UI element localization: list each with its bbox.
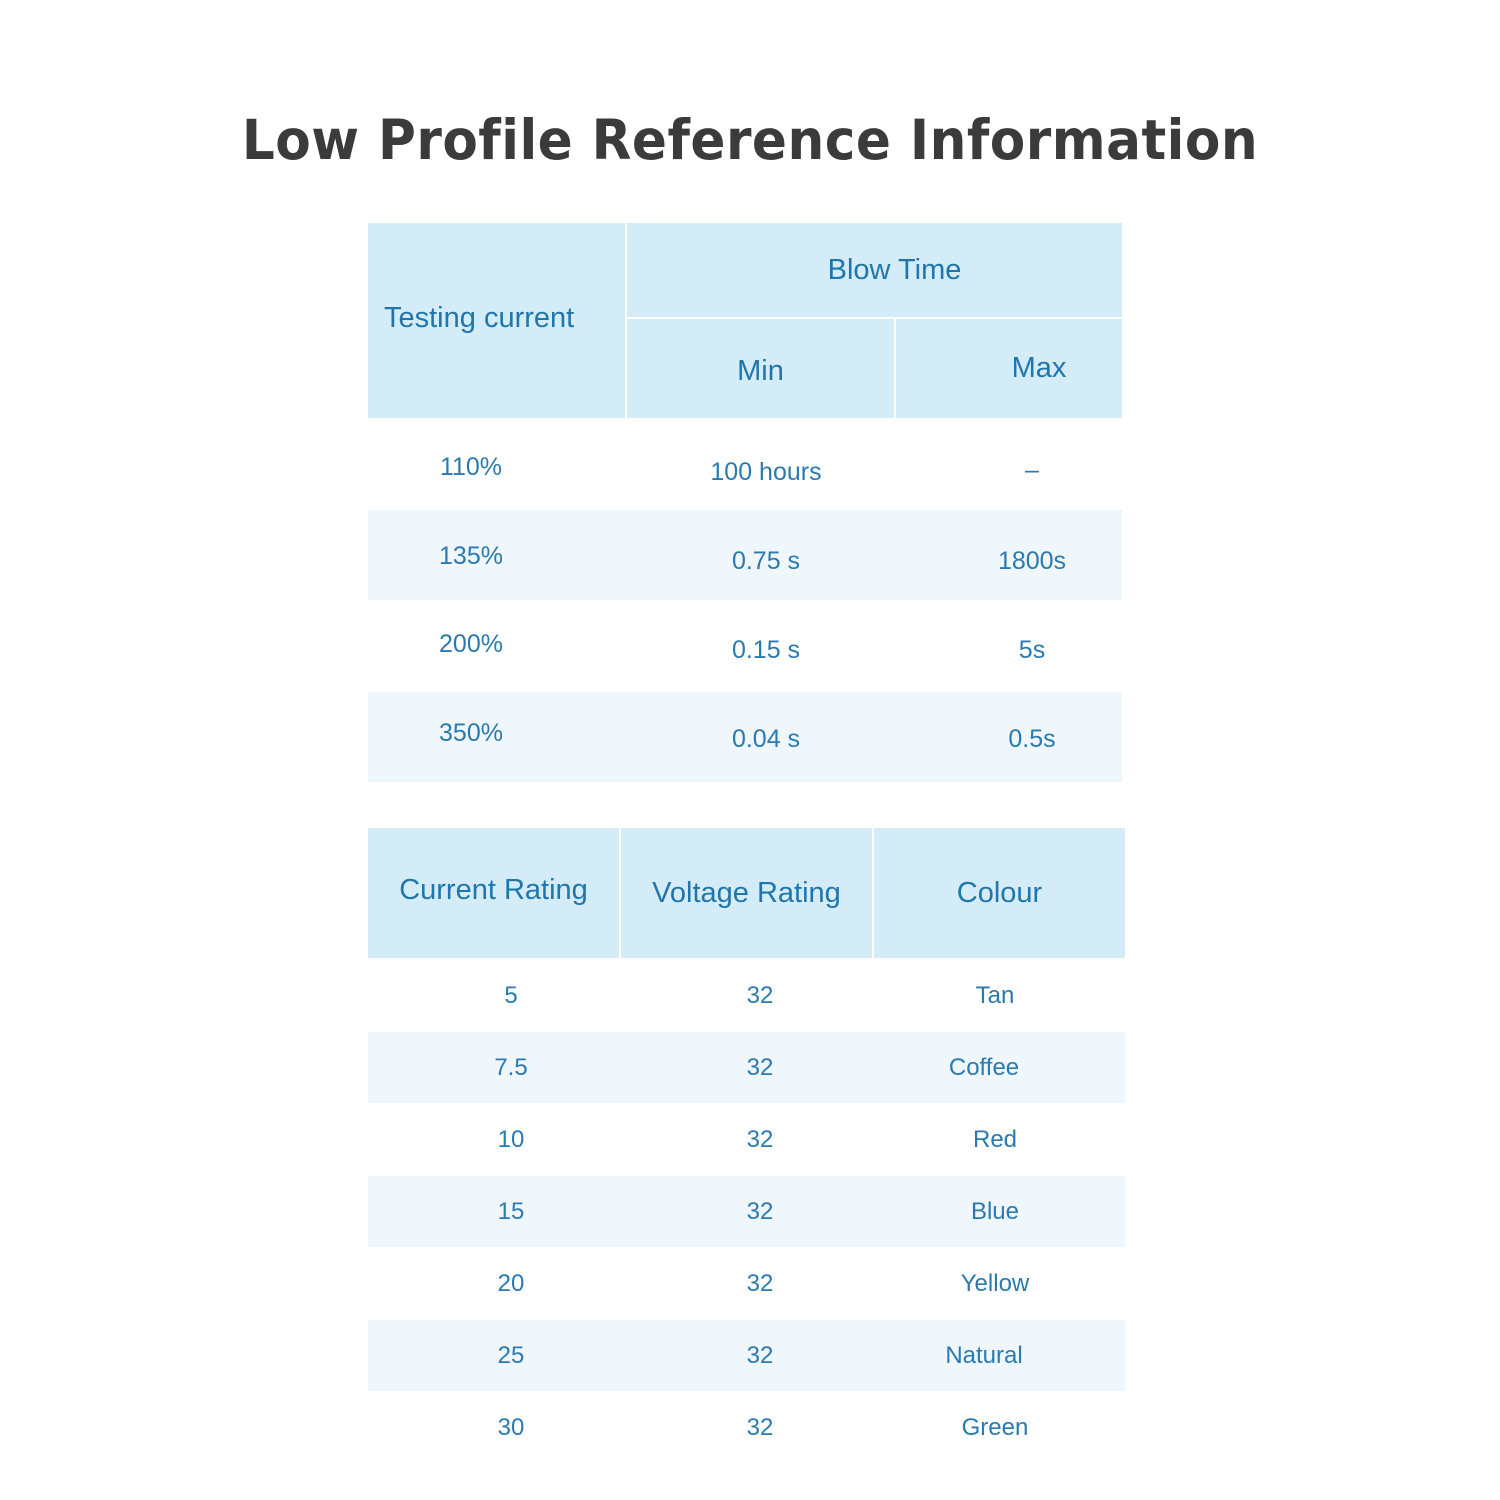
rating-row-voltage: 32 [746,1054,774,1081]
rating-row-current: 7.5 [494,1054,528,1081]
header-colour [874,828,1125,958]
header-blow-time [627,223,1122,317]
blow-row-current: 110% [439,452,503,481]
rating-row-colour: Tan [975,982,1015,1009]
blow-row-current: 200% [439,629,503,658]
rating-row-current: 30 [497,1414,525,1441]
blow-row-min: 0.75 s [731,546,801,575]
rating-row-voltage: 32 [746,1414,774,1441]
blow-row-min: 100 hours [710,457,822,486]
rating-row-current: 25 [497,1342,525,1369]
rating-row-current: 10 [497,1126,525,1153]
rating-row-voltage: 32 [746,1270,774,1297]
header-min [627,319,894,418]
blow-row-current: 135% [439,541,503,570]
blow-row-max: 5s [1018,635,1046,664]
header-testing-current-label: Testing current [384,302,575,334]
header-voltage-rating [621,828,872,958]
header-blow-time-label: Blow Time [827,253,962,286]
rating-row-current: 20 [497,1270,525,1297]
blow-row-current: 350% [439,718,503,747]
rating-row-colour: Coffee [948,1054,1020,1081]
rating-row-colour: Green [961,1414,1029,1441]
rating-row-current: 5 [504,982,518,1009]
rating-row-current: 15 [497,1198,525,1225]
rating-row-colour: Blue [970,1198,1020,1225]
rating-row-colour: Yellow [960,1270,1030,1297]
header-voltage-rating-label: Voltage Rating [652,876,841,909]
header-colour-label: Colour [956,876,1043,909]
header-testing-current [368,223,625,418]
blow-row-min: 0.04 s [731,724,801,753]
rating-row-voltage: 32 [746,1198,774,1225]
header-max [896,319,1122,418]
page-title: Low Profile Reference Information [241,108,1259,172]
blow-row-max: – [1025,455,1039,484]
header-current-rating-label: Current Rating [399,873,588,906]
rating-row-voltage: 32 [746,982,774,1009]
rating-row-colour: Red [972,1126,1018,1153]
header-max-label: Max [1011,352,1067,384]
rating-row-voltage: 32 [746,1342,774,1369]
blow-row-max: 1800s [997,546,1067,575]
header-current-rating [368,828,619,958]
rating-row-voltage: 32 [746,1126,774,1153]
rating-row-colour: Natural [945,1342,1023,1369]
blow-row-max: 0.5s [1008,724,1056,753]
blow-row-min: 0.15 s [731,635,801,664]
header-min-label: Min [737,355,784,387]
